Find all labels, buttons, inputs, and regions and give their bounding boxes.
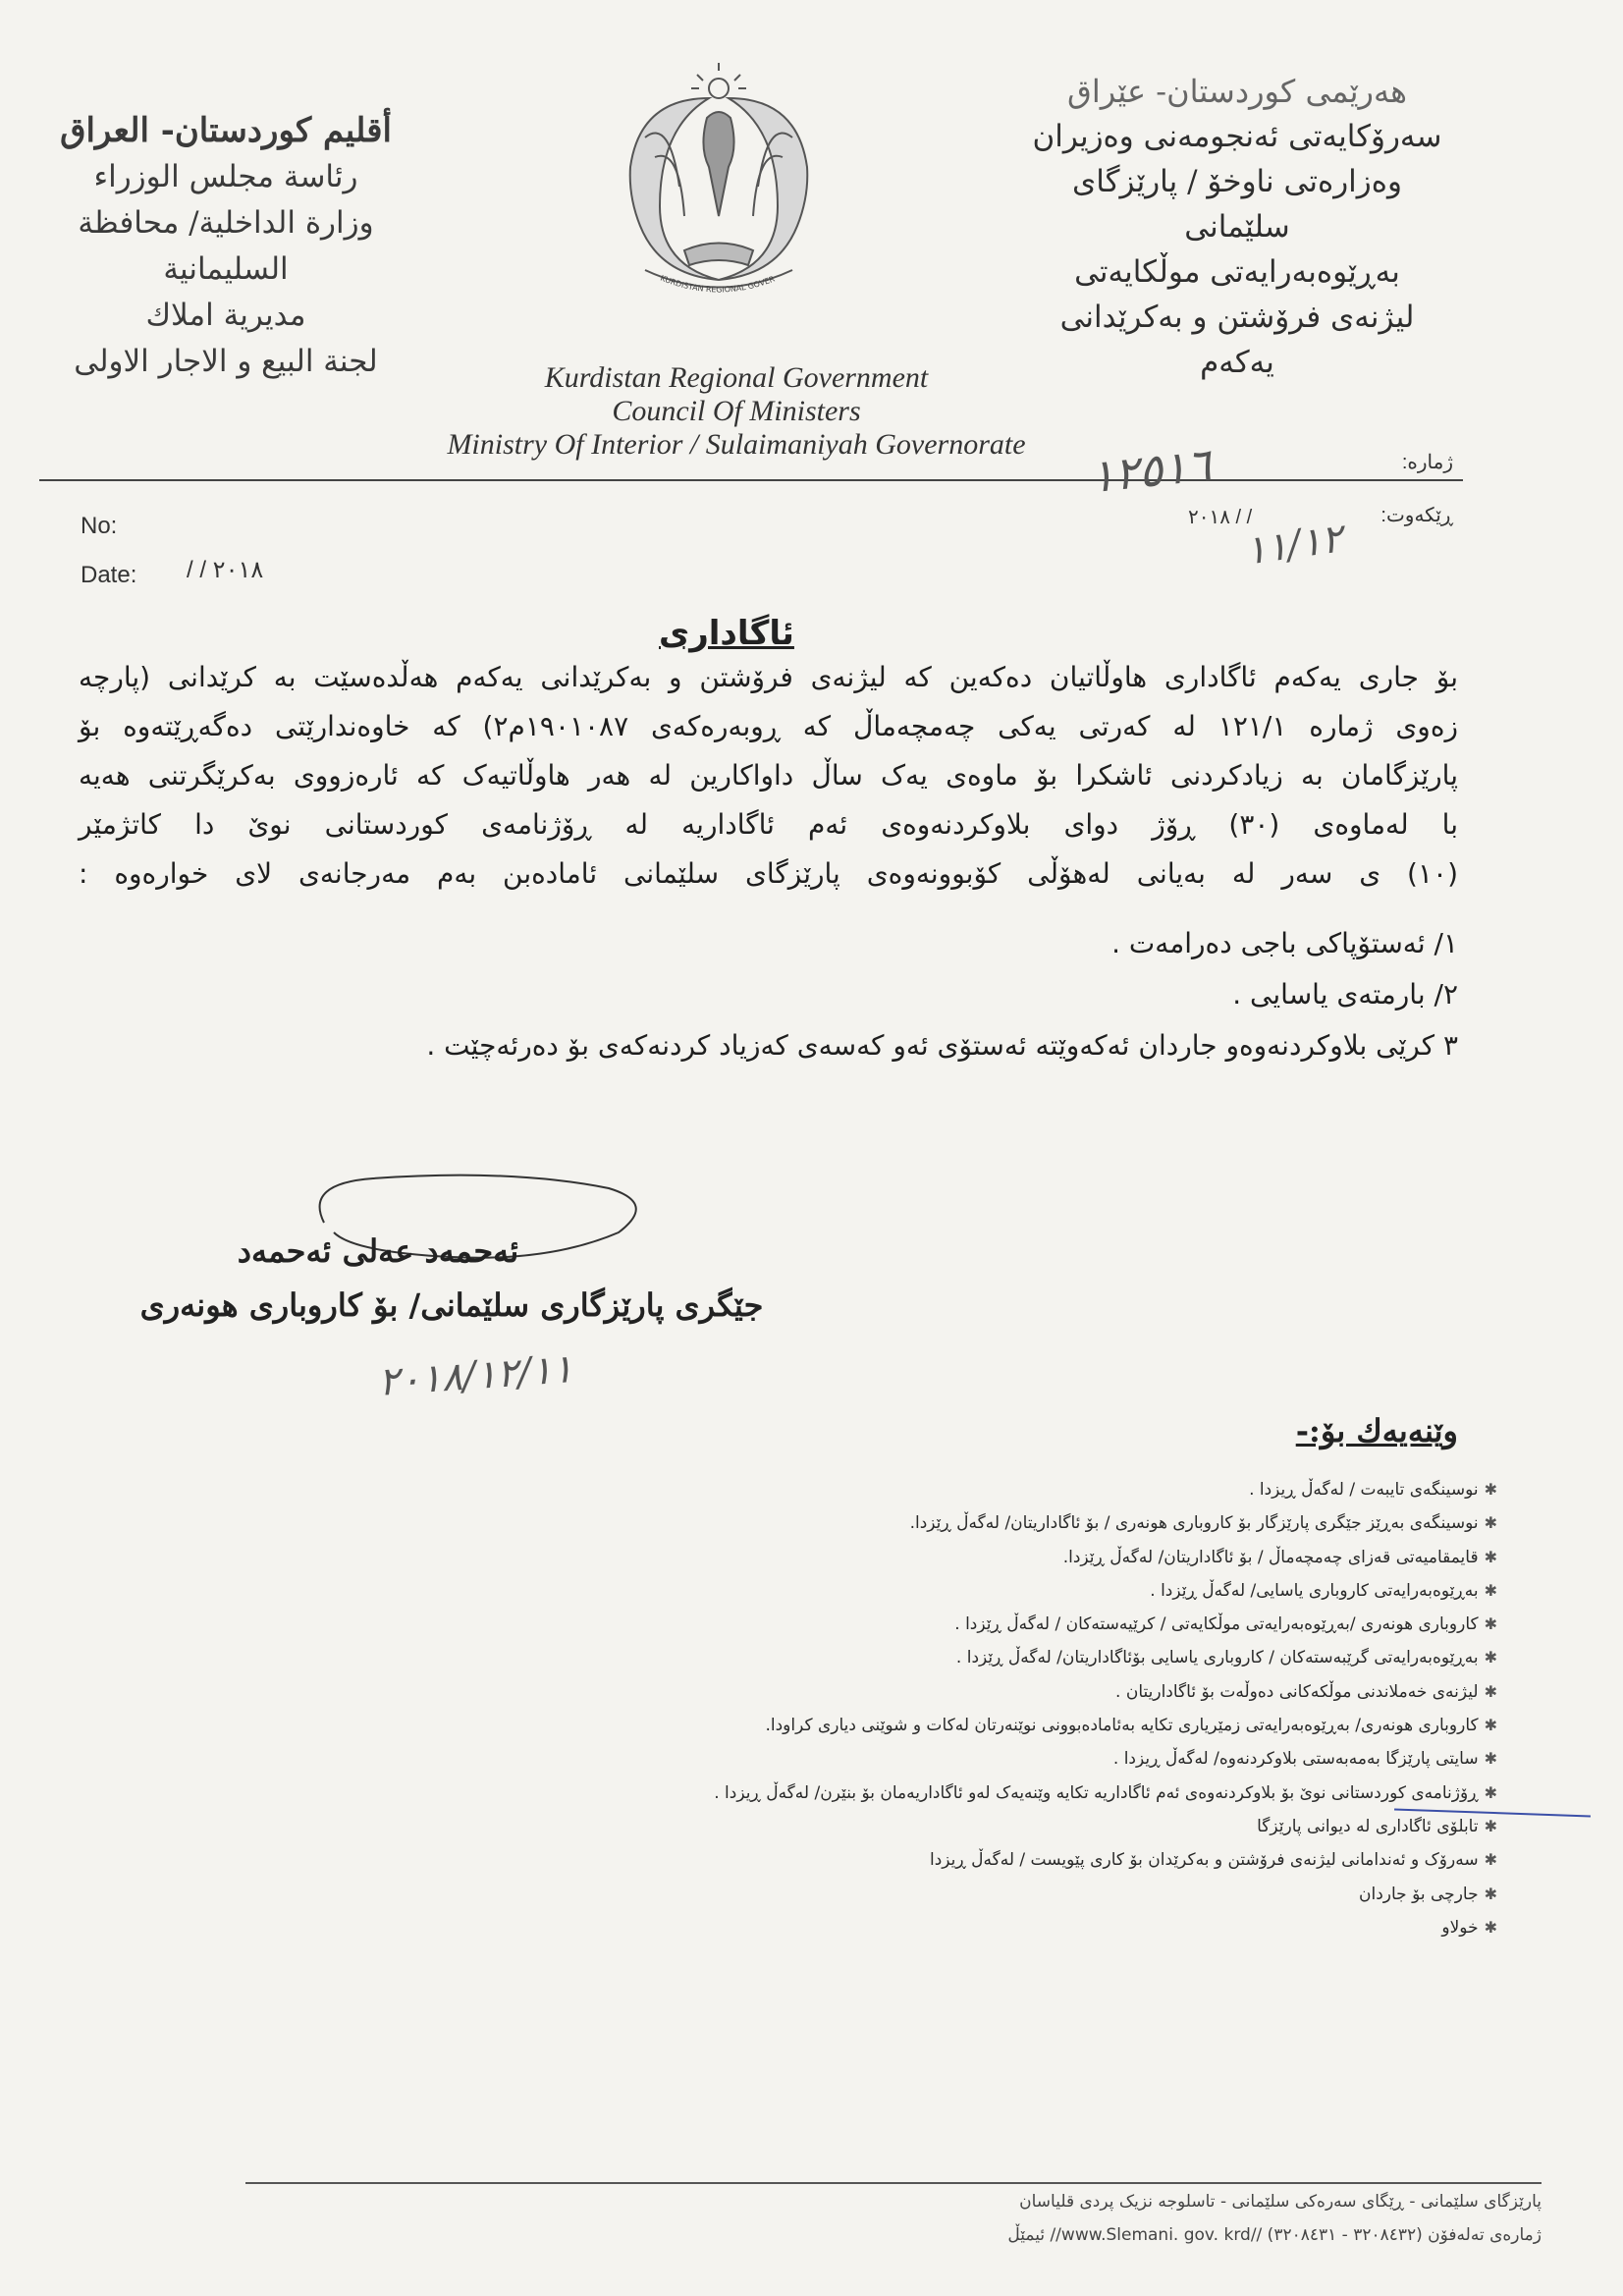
arabic-header-line: رئاسة مجلس الوزراء [93, 159, 358, 194]
bullet-icon: ✱ [1484, 1816, 1497, 1835]
notice-line: (١٠) ی سەر لە بەیانی لەهۆڵی کۆبوونەوەی پارێزگای سلێمانی ئامادەبن بەم مەرجانەی لای خوارەوە : [79, 857, 1458, 890]
copies-list [550, 1473, 1497, 1944]
copy-item: ✱کاروباری هونەری/ بەڕێوەبەرایەتی زمێریاری تکایە بەئامادەبوونی نوێنەرتان لەکات و شوێنی دیاری کراودا. [765, 1716, 1497, 1736]
copy-item: ✱لیژنەی خەملاندنی موڵکەکانی دەوڵەت بۆ ئاگاداریتان . [1115, 1681, 1497, 1702]
krg-emblem [601, 59, 837, 304]
bullet-icon: ✱ [1484, 1648, 1497, 1667]
kurdish-header-line: سەرۆکایەتی ئەنجومەنی وەزیران [1032, 119, 1442, 154]
notice-line: با لەماوەی (٣٠) ڕۆژ دوای بلاوکردنەوەی ئەم ئاگاداریە لە ڕۆژنامەی کوردستانی نوێ دا کاتژمێر [79, 808, 1458, 841]
date-value: / / ٢٠١٨ [187, 557, 264, 583]
footer-contact: ژمارەی تەلەفۆن (٣٢٠٨٤٣٢ - ٣٢٠٨٤٣١) //www.Slemani. gov. krd// ئیمێڵ [1007, 2225, 1542, 2245]
copy-item: ✱بەڕێوەبەرایەتی کاروباری یاسایی/ لەگەڵ ڕێزدا . [1150, 1580, 1497, 1601]
kurdish-date-label: ڕێکەوت: [1380, 505, 1453, 526]
date-label: Date: [81, 562, 137, 588]
handwritten-date: ١١/١٢ [1242, 516, 1346, 574]
condition-item: ٢/ بارمتەی یاسایی . [1232, 978, 1458, 1011]
bullet-icon: ✱ [1484, 1580, 1497, 1600]
copy-item: ✱تابلۆی ئاگاداری لە دیوانی پارێزگا [1257, 1816, 1497, 1836]
copy-item: ✱بەڕێوەبەرایەتی گرێبەستەکان / کاروباری یاسایی بۆئاگاداریتان/ لەگەڵ ڕێزدا . [955, 1648, 1497, 1668]
copy-item: ✱قایمقامیەتی قەزای چەمچەماڵ / بۆ ئاگاداریتان/ لەگەڵ ڕێزدا. [1062, 1547, 1497, 1567]
bullet-icon: ✱ [1484, 1850, 1497, 1870]
footer-divider [245, 2182, 1542, 2184]
bullet-icon: ✱ [1484, 1749, 1497, 1769]
condition-item: ٣ کرێی بلاوکردنەوەو جاردان ئەکەوێتە ئەستۆی ئەو کەسەی کەزیاد کردنەکەی بۆ دەرئەچێت . [426, 1029, 1458, 1062]
notice-title: ئاگاداری [659, 614, 794, 653]
copy-item: ✱جارچی بۆ جاردان [1359, 1884, 1497, 1904]
copy-item: ✱نوسینگەی تایبەت / لەگەڵ ڕیزدا . [1249, 1480, 1497, 1500]
copy-item: ✱خولاو [1441, 1917, 1497, 1938]
arabic-header-line: مديرية املاك [145, 298, 306, 333]
arabic-header [29, 108, 422, 385]
kurdish-header-line: وەزارەتی ناوخۆ / پارێزگای سلێمانی [1072, 164, 1402, 245]
handwritten-number: ١٢٥١٦ [1087, 437, 1215, 504]
arabic-header-line: وزارة الداخلية/ محافظة السليمانية [78, 205, 374, 287]
copy-item: ✱ڕۆژنامەی کوردستانی نوێ بۆ بلاوکردنەوەی ئەم ئاگاداریە تکایە وێنەیەک لەو ئاگاداریەمان بۆ بنێرن/ لەگەڵ ڕیزدا . [714, 1782, 1497, 1803]
emblem-caption: KURDISTAN REGIONAL GOVER [659, 273, 777, 295]
notice-paragraph [79, 653, 1458, 899]
kurdish-header [1021, 69, 1453, 385]
bullet-icon: ✱ [1484, 1917, 1497, 1937]
signatory-name: ئەحمەد عەلی ئەحمەد [237, 1232, 519, 1270]
bullet-icon: ✱ [1484, 1614, 1497, 1634]
arabic-header-line: لجنة البيع و الاجار الاولى [74, 344, 378, 379]
condition-item: ١/ ئەستۆپاکی باجی دەرامەت . [1111, 927, 1458, 959]
copies-heading: وێنەیەك بۆ:- [1295, 1412, 1458, 1449]
kurdish-header-line: بەڕێوەبەرایەتی موڵکایەتی [1074, 254, 1400, 290]
notice-line: پارێزگامان بە زیادکردنی ئاشکرا بۆ ماوەی یەک ساڵ داواکارین لە هەر هاوڵاتیەک کە ئارەزووی بەکرێگرتنی هەیە [79, 759, 1458, 792]
bullet-icon: ✱ [1484, 1513, 1497, 1533]
copy-item: ✱نوسینگەی بەڕێز جێگری پارێزگار بۆ کاروباری هونەری / بۆ ئاگاداریتان/ لەگەڵ ڕێزدا. [909, 1513, 1497, 1534]
english-header-line: Council Of Ministers [612, 395, 861, 427]
bullet-icon: ✱ [1484, 1782, 1497, 1802]
bullet-icon: ✱ [1484, 1716, 1497, 1735]
bullet-icon: ✱ [1484, 1884, 1497, 1903]
english-header-line: Kurdistan Regional Government [544, 361, 929, 394]
signature-date: ٢٠١٨/١٢/١١ [376, 1346, 575, 1405]
kurdish-date-value: ٢٠١٨ / / [1188, 507, 1253, 528]
signatory-title: جێگری پارێزگاری سلێمانی/ بۆ کاروباری هونەری [139, 1286, 764, 1324]
no-label: No: [81, 513, 118, 539]
copy-item: ✱سەرۆک و ئەندامانی لیژنەی فرۆشتن و بەکرێدان بۆ کاری پێویست / لەگەڵ ڕیزدا [929, 1850, 1497, 1871]
notice-line: بۆ جاری یەکەم ئاگاداری هاوڵاتیان دەکەین کە لیژنەی فرۆشتن و بەکرێدانی یەکەم هەڵدەسێت بە کرێدانی (پارچە [79, 661, 1458, 693]
footer-address: پارێزگای سلێمانی - ڕێگای سەرەکی سلێمانی - تاسلوجە نزیک پردی قلیاسان [1019, 2192, 1542, 2212]
english-header-line: Ministry Of Interior / Sulaimaniyah Governorate [447, 428, 1026, 461]
notice-line: زەوی ژمارە ١٢١/١ لە کەرتی یەکی چەمچەماڵ کە ڕوبەرەکەی ١٩٠١٠٨٧م٢) کە خاوەندارێتی دەگەڕێتەوە بۆ [79, 710, 1459, 742]
header-divider [39, 479, 1463, 481]
bullet-icon: ✱ [1484, 1681, 1497, 1701]
kurdish-number-label: ژمارە: [1401, 452, 1453, 473]
bullet-icon: ✱ [1484, 1547, 1497, 1566]
conditions-list [295, 918, 1458, 1071]
english-header [432, 361, 1041, 462]
copy-item: ✱کاروباری هونەری /بەڕێوەبەرایەتی موڵکایەتی / کرێیەستەکان / لەگەڵ ڕێزدا . [954, 1614, 1497, 1635]
arabic-header-line: أقليم كوردستان- العراق [60, 111, 392, 150]
bullet-icon: ✱ [1484, 1480, 1497, 1499]
emblem-icon [601, 59, 837, 304]
kurdish-header-line: لیژنەی فرۆشتن و بەکرێدانی یەکەم [1059, 300, 1415, 380]
kurdish-header-line: هەرێمی کوردستان- عێراق [1066, 73, 1408, 110]
copy-item: ✱سایتی پارێزگا بەمەبەستی بلاوکردنەوە/ لەگەڵ ڕیزدا . [1112, 1749, 1497, 1770]
